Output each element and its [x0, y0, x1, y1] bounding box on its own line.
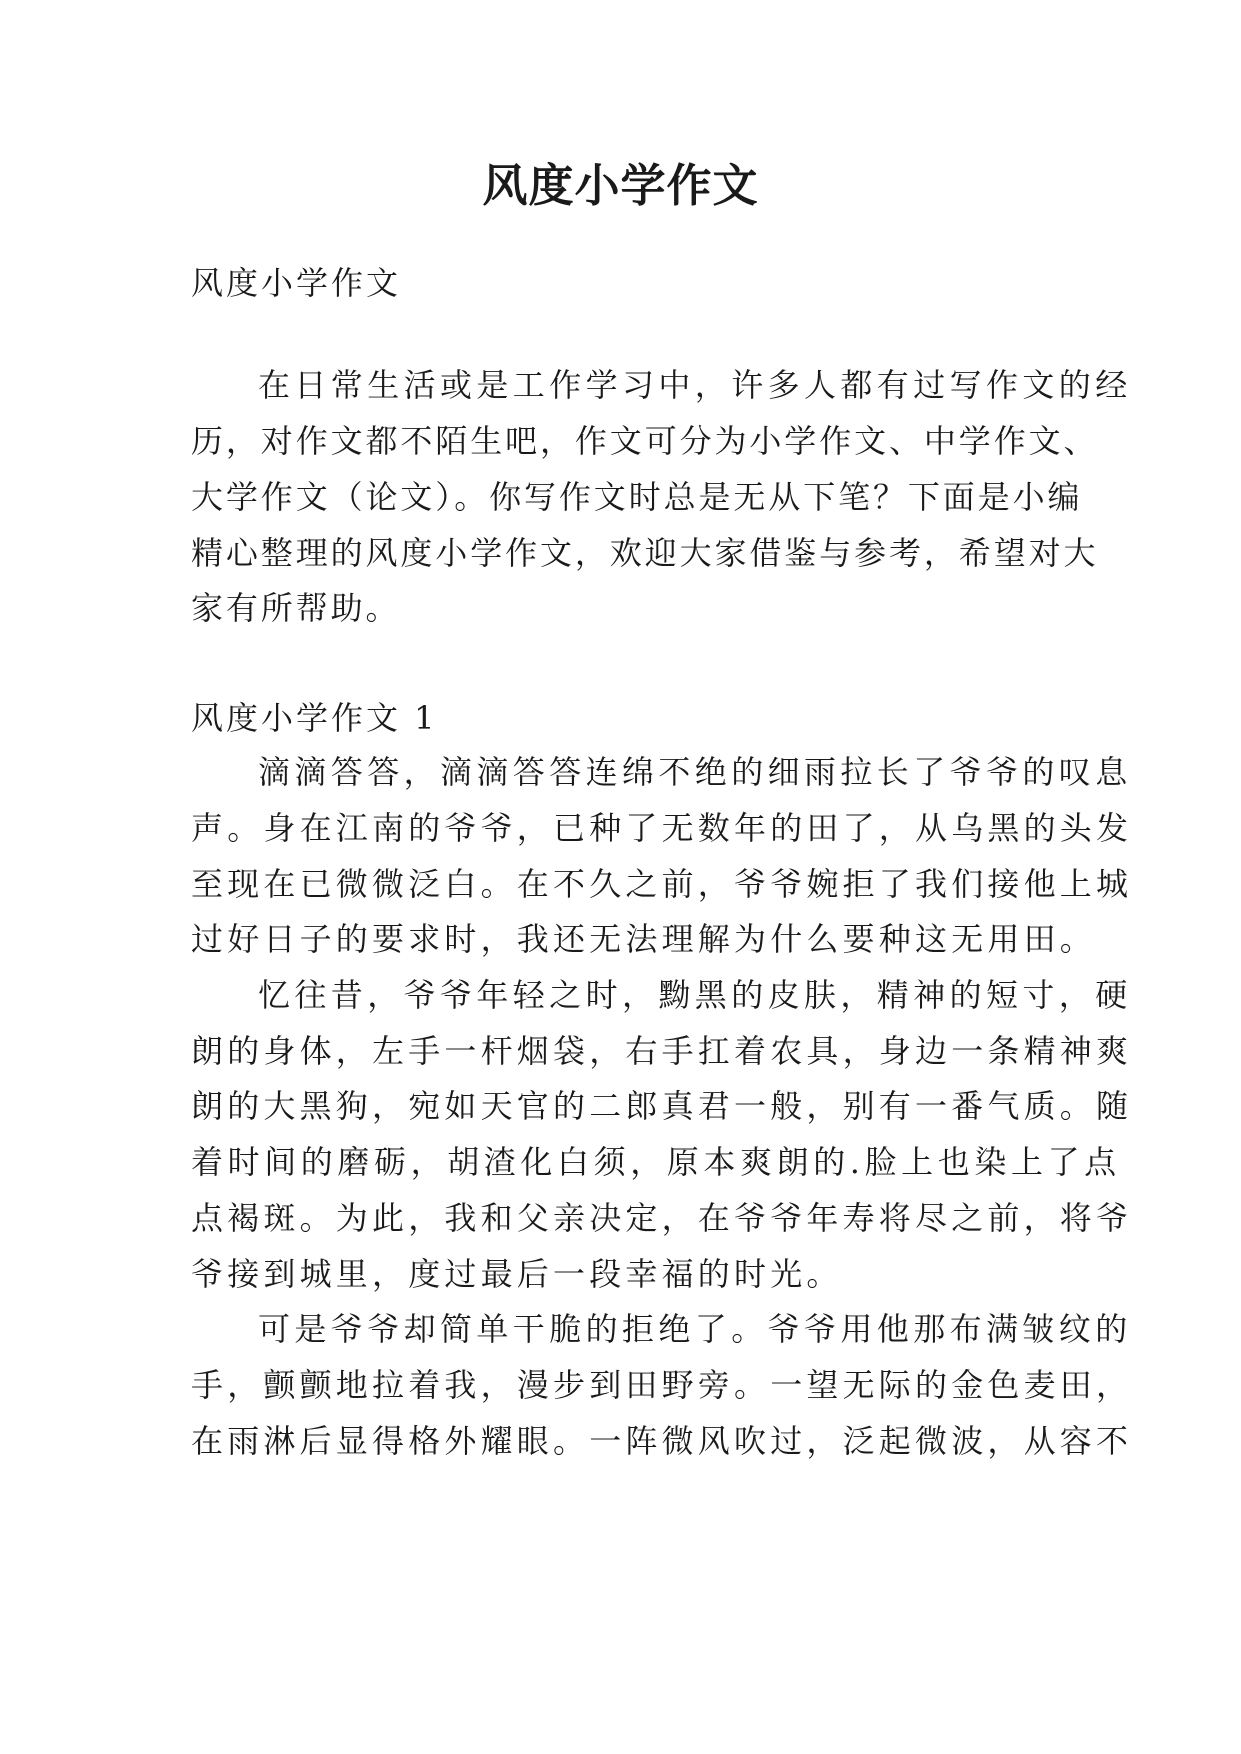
essay-line: 可是爷爷却简单干脆的拒绝了。爷爷用他那布满皱纹的 — [258, 1310, 1132, 1348]
essay-line: 忆往昔，爷爷年轻之时，黝黑的皮肤，精神的短寸，硬 — [258, 976, 1132, 1014]
essay-line: 朗的身体，左手一杆烟袋，右手扛着农具，身边一条精神爽 — [191, 1032, 1133, 1070]
essay-line: 手，颤颤地拉着我，漫步到田野旁。一望无际的金色麦田， — [191, 1366, 1133, 1404]
document-subtitle: 风度小学作文 — [191, 264, 402, 302]
intro-line: 大学作文（论文）。你写作文时总是无从下笔？下面是小编 — [191, 478, 1083, 516]
essay-line: 朗的大黑狗，宛如天官的二郎真君一般，别有一番气质。随 — [191, 1087, 1133, 1125]
essay-line: 着时间的磨砺，胡渣化白须，原本爽朗的.脸上也染上了点 — [191, 1143, 1121, 1181]
essay-line: 过好日子的要求时，我还无法理解为什么要种这无用田。 — [191, 920, 1097, 958]
essay-line: 声。身在江南的爷爷，已种了无数年的田了，从乌黑的头发 — [191, 809, 1133, 847]
essay-line: 在雨淋后显得格外耀眼。一阵微风吹过，泛起微波，从容不 — [191, 1422, 1133, 1460]
intro-line: 家有所帮助。 — [191, 589, 401, 627]
intro-line: 精心整理的风度小学作文，欢迎大家借鉴与参考，希望对大 — [191, 534, 1099, 572]
document-title: 风度小学作文 — [482, 159, 759, 212]
essay-line: 点褐斑。为此，我和父亲决定，在爷爷年寿将尽之前，将爷 — [191, 1199, 1133, 1237]
essay-heading: 风度小学作文 1 — [191, 699, 438, 737]
essay-line: 至现在已微微泛白。在不久之前，爷爷婉拒了我们接他上城 — [191, 865, 1133, 903]
essay-line: 滴滴答答，滴滴答答连绵不绝的细雨拉长了爷爷的叹息 — [258, 753, 1132, 791]
intro-line: 历，对作文都不陌生吧，作文可分为小学作文、中学作文、 — [191, 422, 1099, 460]
essay-line: 爷接到城里，度过最后一段幸福的时光。 — [191, 1255, 843, 1293]
intro-line: 在日常生活或是工作学习中，许多人都有过写作文的经 — [258, 366, 1132, 404]
